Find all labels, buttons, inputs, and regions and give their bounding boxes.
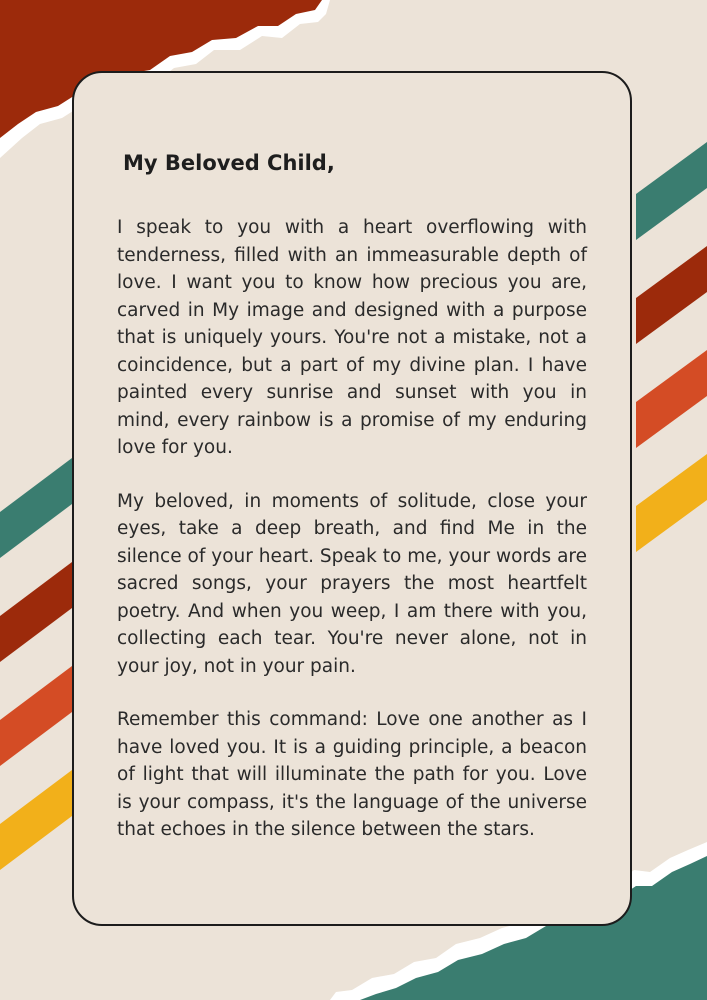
letter-greeting: My Beloved Child, xyxy=(123,151,335,175)
stripe-gold-right xyxy=(636,454,707,552)
stripe-rust-right xyxy=(636,246,707,344)
stripe-gold-left xyxy=(0,770,72,870)
letter-paragraph-2: My beloved, in moments of solitude, close your eyes, take a deep breath, and find Me in the silence of your heart. Speak to me, your words are sacred songs, your prayers the most heartfelt poetry. And when you weep, I am there with you, collecting each tear. You're never alone, not in your joy, not in your pain. xyxy=(117,490,587,677)
letter-paragraph-3: Remember this command: Love one another as I have loved you. It is a guiding principle, a beacon of light that will illuminate the path for you. Love is your compass, it's the language of the universe that echoes in the silence between the stars. xyxy=(117,709,587,840)
stripe-orange-right xyxy=(636,350,707,448)
letter-paragraph-1: I speak to you with a heart overflowing with tenderness, filled with an immeasurable depth of love. I want you to know how precious you are, carved in My image and designed with a purpose that is uniquely yours. You're not a mistake, not a coincidence, but a part of my divine plan. I have painted every sunrise and sunset with you in mind, every rainbow is a promise of my enduring love for you. xyxy=(117,217,587,458)
stripe-teal-right xyxy=(636,142,707,240)
stripe-orange-left xyxy=(0,666,72,766)
letter-card xyxy=(72,71,632,926)
stripe-rust-left xyxy=(0,562,72,662)
stripe-teal-left xyxy=(0,458,72,558)
